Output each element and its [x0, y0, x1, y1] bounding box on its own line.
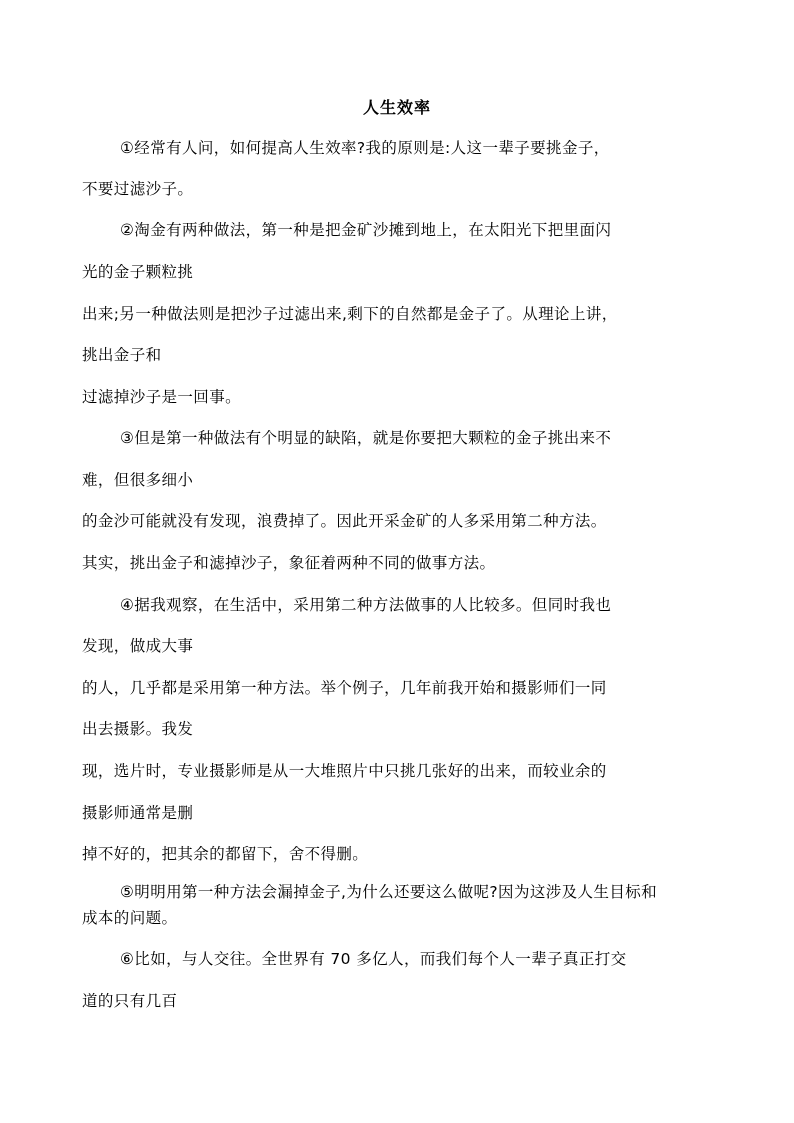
paragraph-1-line-2: 不要过滤沙子。 — [82, 180, 194, 198]
paragraph-3-line-2: 难，但很多细小 — [82, 471, 194, 489]
paragraph-2-line-2: 光的金子颗粒挑 — [82, 263, 194, 281]
paragraph-4-line-4: 出去摄影。我发 — [82, 720, 194, 738]
paragraph-5-line-2: 成本的问题。 — [82, 909, 178, 927]
paragraph-5-line-1: ⑤明明用第一种方法会漏掉金子,为什么还要这么做呢?因为这涉及人生目标和 — [120, 883, 658, 901]
paragraph-2-line-3: 出来;另一种做法则是把沙子过滤出来,剩下的自然都是金子了。从理论上讲， — [82, 305, 618, 323]
paragraph-4-line-1: ④据我观察，在生活中，采用第二种方法做事的人比较多。但同时我也 — [120, 596, 612, 614]
paragraph-4-line-5: 现，选片时，专业摄影师是从一大堆照片中只挑几张好的出来，而较业余的 — [82, 762, 607, 780]
paragraph-2-line-5: 过滤掉沙子是一回事。 — [82, 388, 242, 406]
paragraph-2-line-1: ②淘金有两种做法，第一种是把金矿沙摊到地上，在太阳光下把里面闪 — [120, 221, 612, 239]
paragraph-1-line-1: ①经常有人问，如何提高人生效率?我的原则是:人这一辈子要挑金子， — [120, 139, 610, 157]
paragraph-4-line-3: 的人，几乎都是采用第一种方法。举个例子，几年前我开始和摄影师们一同 — [82, 679, 607, 697]
paragraph-6-line-2: 道的只有几百 — [82, 992, 178, 1010]
paragraph-4-line-7: 掉不好的，把其余的都留下，舍不得删。 — [82, 845, 369, 863]
paragraph-3-line-4: 其实，挑出金子和滤掉沙子，象征着两种不同的做事方法。 — [82, 554, 496, 572]
paragraph-3-line-1: ③但是第一种做法有个明显的缺陷，就是你要把大颗粒的金子挑出来不 — [120, 429, 612, 447]
paragraph-4-line-6: 摄影师通常是删 — [82, 804, 194, 822]
document-title: 人生效率 — [362, 98, 431, 117]
paragraph-3-line-3: 的金沙可能就没有发现，浪费掉了。因此开采金矿的人多采用第二种方法。 — [82, 512, 607, 530]
paragraph-4-line-2: 发现，做成大事 — [82, 637, 194, 655]
paragraph-2-line-4: 挑出金子和 — [82, 346, 162, 364]
paragraph-6-line-1: ⑥比如，与人交往。全世界有 70 多亿人，而我们每个人一辈子真正打交 — [120, 950, 627, 968]
